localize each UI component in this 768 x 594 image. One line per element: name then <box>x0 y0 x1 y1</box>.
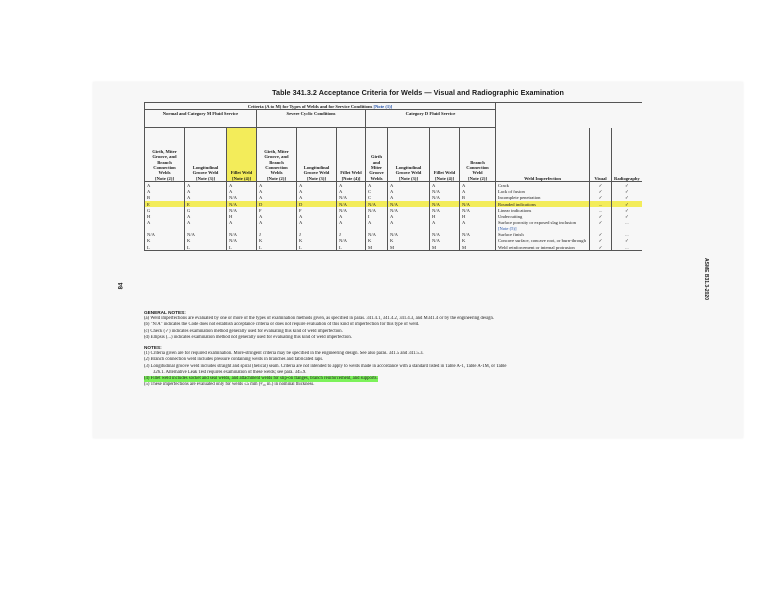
imperfection-label: Surface porosity or exposed slag inclusion <box>498 220 576 226</box>
criteria-cell: I <box>366 214 388 220</box>
visual-cell: ✓ <box>590 182 612 189</box>
criteria-cell: A <box>227 182 257 189</box>
note-2: (2) Branch connection weld includes pressure containing welds in branches and fabricated laps. <box>144 357 324 363</box>
criteria-cell: A <box>227 189 257 195</box>
criteria-cell: A <box>337 214 366 220</box>
criteria-cell: F <box>297 207 337 213</box>
criteria-cell: K <box>297 238 337 244</box>
general-note-b: (b) "N/A" indicates the Code does not establish acceptance criteria or does not require evaluation of this kind of imperfection for this type of weld. <box>144 322 420 328</box>
criteria-cell: A <box>337 220 366 232</box>
notes-heading: NOTES: <box>144 345 162 351</box>
visual-cell: ... <box>590 207 612 213</box>
criteria-cell: A <box>297 214 337 220</box>
criteria-cell: D <box>257 201 297 207</box>
radiography-cell: ... <box>625 232 629 238</box>
table-row <box>145 182 642 189</box>
col-girth-miter-branch: Girth, Miter Groove, and Branch Connection Welds <box>152 149 177 176</box>
criteria-cell: N/A <box>430 201 460 207</box>
document-page <box>93 82 743 438</box>
criteria-cell: A <box>227 220 257 232</box>
criteria-cell: D <box>297 201 337 207</box>
imperfection-label: Rounded indications <box>498 201 536 207</box>
imperfection-label: Lack of fusion <box>498 189 525 195</box>
criteria-cell: A <box>460 220 496 232</box>
criteria-cell: A <box>145 189 185 195</box>
criteria-cell: K <box>388 238 430 244</box>
imperfection-cell <box>496 182 590 189</box>
criteria-cell: A <box>430 220 460 232</box>
criteria-cell: A <box>337 182 366 189</box>
criteria-cell: A <box>145 182 185 189</box>
criteria-cell: A <box>185 195 227 201</box>
imperfection-cell <box>496 220 590 232</box>
criteria-cell: N/A <box>388 232 430 238</box>
col-note-2-severe: [Note (2)] <box>267 175 286 181</box>
radiography-cell: ✓ <box>624 189 629 195</box>
criteria-cell: A <box>185 182 227 189</box>
imperfection-label: Weld reinforcement or internal protrusion <box>498 244 575 250</box>
col-longitudinal: Longitudinal Groove Weld <box>192 164 219 176</box>
criteria-cell: N/A <box>337 238 366 244</box>
imperfection-cell <box>496 238 590 244</box>
radiography-cell: ✓ <box>624 201 629 207</box>
criteria-cell: N/A <box>460 201 496 207</box>
criteria-cell: A <box>388 220 430 232</box>
criteria-cell: N/A <box>430 238 460 244</box>
note-4-highlighted: (4) Fillet weld includes socket and seal welds, and attachment welds for slip-on flanges, branch reinforcement, and supports. <box>144 376 378 382</box>
criteria-cell: N/A <box>337 195 366 201</box>
group-category-d: Category D Fluid Service <box>366 110 496 128</box>
col-note-2-d: [Note (2)] <box>468 175 487 181</box>
criteria-cell: N/A <box>430 189 460 195</box>
criteria-cell: G <box>185 207 227 213</box>
criteria-cell: A <box>366 220 388 232</box>
visual-cell: ✓ <box>590 189 612 195</box>
criteria-cell: N/A <box>460 232 496 238</box>
imperfection-label: Crack <box>498 182 509 188</box>
criteria-cell: L <box>145 244 185 251</box>
imperfection-cell <box>496 244 590 251</box>
criteria-cell: M <box>430 244 460 251</box>
criteria-cell: N/A <box>227 232 257 238</box>
criteria-cell: N/A <box>430 207 460 213</box>
criteria-cell: M <box>388 244 430 251</box>
criteria-cell: A <box>297 220 337 232</box>
col-girth-miter-d: Girth and Miter Groove Welds <box>369 154 384 181</box>
criteria-cell: A <box>388 195 430 201</box>
col-note-3-severe: [Note (3)] <box>307 175 326 181</box>
criteria-cell: L <box>227 244 257 251</box>
criteria-cell: A <box>257 214 297 220</box>
criteria-cell: M <box>460 244 496 251</box>
col-fillet: Fillet Weld <box>230 170 253 176</box>
criteria-cell: J <box>297 232 337 238</box>
standard-label: ASME B31.3-2020 <box>702 258 709 300</box>
criteria-cell: K <box>366 238 388 244</box>
imperfection-note-ref: [Note (5)] <box>498 225 517 231</box>
col-branch-d: Branch Connection Weld <box>466 159 489 176</box>
col-note-4-severe: [Note (4)] <box>341 175 361 181</box>
col-note-4: [Note (4)] <box>232 175 251 181</box>
criteria-cell: A <box>257 220 297 232</box>
criteria-cell: E <box>185 201 227 207</box>
criteria-cell: N/A <box>366 232 388 238</box>
visual-cell: ✓ <box>590 214 612 220</box>
criteria-cell: A <box>257 195 297 201</box>
visual-cell: ✓ <box>590 195 612 201</box>
criteria-cell: K <box>145 238 185 244</box>
general-note-c: (c) Check (✓) indicates examination method generally used for evaluating this kind of weld imperfection. <box>144 328 343 334</box>
group-severe: Severe Cyclic Conditions <box>257 110 366 128</box>
criteria-cell: C <box>366 195 388 201</box>
criteria-cell: A <box>430 182 460 189</box>
imperfection-label: Surface finish <box>498 232 524 238</box>
radiography-cell: ✓ <box>624 214 629 220</box>
general-note-d: (d) Ellipsis (...) indicates examination method not generally used for evaluating this kind of weld imperfection. <box>144 334 352 340</box>
table-title: Table 341.3.2 Acceptance Criteria for Welds — Visual and Radiographic Examination <box>272 88 564 97</box>
criteria-cell: A <box>460 189 496 195</box>
criteria-cell: A <box>460 182 496 189</box>
page-number: 84 <box>118 282 125 290</box>
criteria-cell: A <box>257 189 297 195</box>
criteria-cell: N/A <box>366 207 388 213</box>
criteria-cell: C <box>366 189 388 195</box>
criteria-cell: N/A <box>430 232 460 238</box>
criteria-cell: A <box>337 189 366 195</box>
general-note-a: (a) Weld imperfections are evaluated by one or more of the types of examination methods given, as specified in paras. 341.4.1, 341.4.2, 341.4.3, and M341.4 or by the engineering design. <box>144 316 494 322</box>
col-fillet-severe: Fillet Weld <box>340 170 362 176</box>
radiography-cell: ✓ <box>624 238 629 244</box>
criteria-cell: L <box>185 244 227 251</box>
criteria-cell: N/A <box>337 207 366 213</box>
criteria-cell: K <box>185 238 227 244</box>
criteria-cell: A <box>388 189 430 195</box>
col-visual: Visual <box>590 128 612 182</box>
col-weld-imperfection: Weld Imperfection <box>496 128 590 182</box>
criteria-cell: F <box>257 207 297 213</box>
visual-cell: ✓ <box>590 238 612 244</box>
radiography-cell: ✓ <box>624 207 629 213</box>
criteria-cell: H <box>227 214 257 220</box>
notes-section <box>144 308 734 388</box>
col-note-3-d: [Note (3)] <box>399 175 418 181</box>
criteria-cell: A <box>185 220 227 232</box>
criteria-cell: K <box>257 238 297 244</box>
criteria-cell: N/A <box>227 207 257 213</box>
criteria-cell: L <box>297 244 337 251</box>
visual-cell: ✓ <box>590 232 612 238</box>
table-body <box>145 182 642 251</box>
criteria-cell: K <box>460 238 496 244</box>
criteria-cell: N/A <box>430 195 460 201</box>
visual-cell: ✓ <box>590 220 612 232</box>
col-fillet-d: Fillet Weld <box>433 170 456 176</box>
col-girth-miter-branch-severe: Girth, Miter Groove, and Branch Connection Welds <box>264 149 289 176</box>
criteria-cell: A <box>297 189 337 195</box>
general-notes-heading: GENERAL NOTES: <box>144 310 186 315</box>
col-longitudinal-severe: Longitudinal Groove Weld <box>303 164 330 176</box>
criteria-cell: E <box>145 201 185 207</box>
col-note-4-d: [Note (4)] <box>435 175 454 181</box>
column-header-row <box>145 128 642 182</box>
criteria-cell: A <box>185 214 227 220</box>
criteria-cell: J <box>337 232 366 238</box>
imperfection-label: Undercutting <box>498 214 523 220</box>
criteria-cell: A <box>145 220 185 232</box>
criteria-cell: J <box>257 232 297 238</box>
radiography-cell: ... <box>625 220 629 226</box>
criteria-header: Criteria (A to M) for Types of Welds and for Service Conditions <box>247 103 373 109</box>
criteria-cell: N/A <box>366 201 388 207</box>
note-5: (5) These imperfections are evaluated only for welds ≤5 mm (³⁄₁₆ in.) in nominal thickness. <box>144 382 315 388</box>
imperfection-label: Linear indications <box>498 207 532 213</box>
visual-cell: ✓ <box>590 244 612 251</box>
criteria-cell: A <box>297 195 337 201</box>
criteria-cell: A <box>257 182 297 189</box>
criteria-cell: N/A <box>185 232 227 238</box>
criteria-cell: M <box>366 244 388 251</box>
criteria-cell: A <box>366 182 388 189</box>
group-normal: Normal and Category M Fluid Service <box>145 110 257 128</box>
criteria-cell: N/A <box>227 201 257 207</box>
col-longitudinal-d: Longitudinal Groove Weld <box>395 164 422 176</box>
radiography-cell: ✓ <box>624 182 629 188</box>
criteria-note-ref: [Note (1)] <box>373 103 393 109</box>
criteria-cell: N/A <box>337 201 366 207</box>
col-note-2: [Note (2)] <box>155 175 174 181</box>
col-note-3: [Note (3)] <box>196 175 215 181</box>
imperfection-label: Incomplete penetration <box>498 195 541 201</box>
criteria-cell: N/A <box>460 207 496 213</box>
criteria-cell: N/A <box>388 201 430 207</box>
criteria-cell: N/A <box>227 195 257 201</box>
criteria-cell: A <box>297 182 337 189</box>
table-row <box>145 220 642 232</box>
criteria-cell: A <box>388 182 430 189</box>
criteria-cell: N/A <box>145 232 185 238</box>
criteria-header-row <box>145 103 642 110</box>
criteria-cell: B <box>460 195 496 201</box>
imperfection-label: Concave surface, concave root, or burn-through <box>498 238 586 244</box>
criteria-cell: G <box>145 207 185 213</box>
criteria-cell: H <box>145 214 185 220</box>
criteria-cell: N/A <box>388 207 430 213</box>
criteria-cell: B <box>145 195 185 201</box>
radiography-cell: ✓ <box>624 195 629 201</box>
note-1: (1) Criteria given are for required examination. More-stringent criteria may be specified in the engineering design. See also paras. 341.5 and 341.5.3. <box>144 351 424 357</box>
acceptance-criteria-table <box>144 102 642 251</box>
criteria-cell: L <box>337 244 366 251</box>
criteria-cell: A <box>185 189 227 195</box>
criteria-cell: H <box>430 214 460 220</box>
criteria-cell: N/A <box>227 238 257 244</box>
criteria-cell: L <box>257 244 297 251</box>
radiography-cell: ... <box>612 244 642 251</box>
visual-cell: ... <box>590 201 612 207</box>
criteria-cell: A <box>388 214 430 220</box>
criteria-cell: H <box>460 214 496 220</box>
col-radiography: Radiography <box>612 128 642 182</box>
note-3: (3) Longitudinal groove weld includes straight and spiral (helical) seam. Criteria are not intended to apply to welds made in accordance with a standard listed in Table A-1, Table A-1M, or Table <box>144 363 507 369</box>
table-row <box>145 244 642 251</box>
note-3-continued: 326.1. Alternative Leak Test requires examination of these welds; see para. 345.9. <box>153 369 307 375</box>
